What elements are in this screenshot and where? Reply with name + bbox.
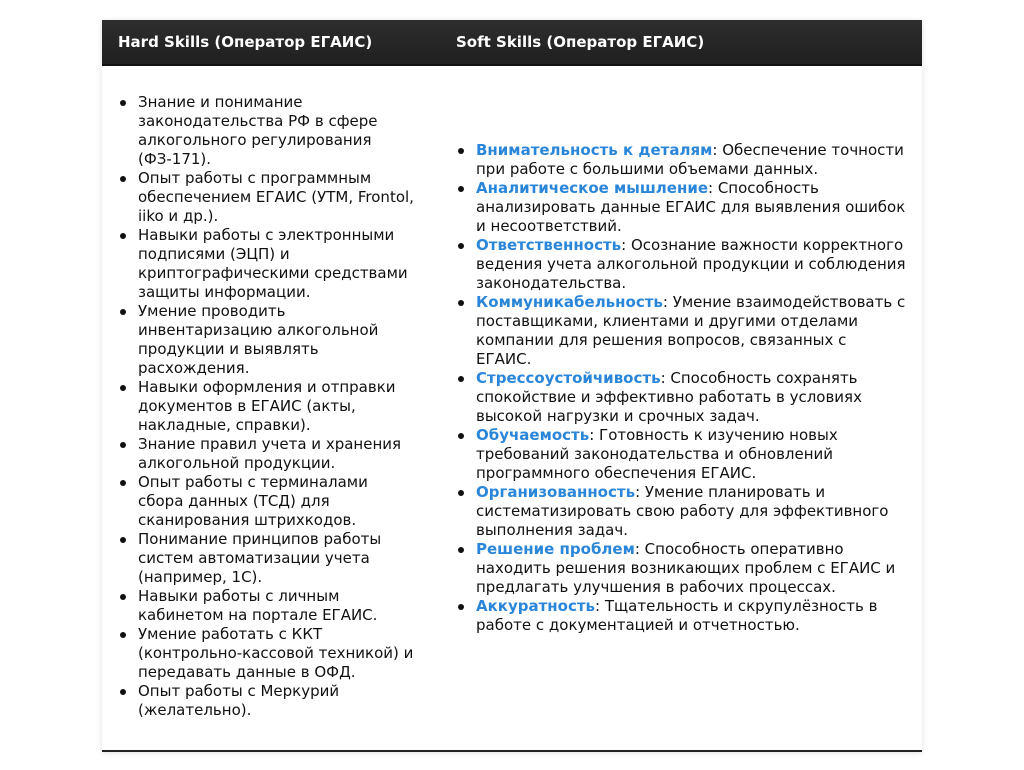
soft-skill-description: : Умение планировать и систематизировать свою работу для эффективного выполнения задач. bbox=[476, 483, 889, 539]
header-hard-skills: Hard Skills (Оператор ЕГАИС) bbox=[118, 33, 373, 51]
soft-skills-column bbox=[456, 141, 906, 635]
soft-skill-item bbox=[456, 483, 906, 540]
soft-skill-item bbox=[456, 179, 906, 236]
table-header bbox=[102, 20, 922, 66]
soft-skill-term: Аналитическое мышление bbox=[476, 179, 709, 197]
soft-skill-item bbox=[456, 293, 906, 369]
soft-skill-term: Решение проблем bbox=[476, 540, 635, 558]
header-soft-skills: Soft Skills (Оператор ЕГАИС) bbox=[456, 33, 705, 51]
soft-skill-term: Ответственность bbox=[476, 236, 622, 254]
hard-skill-item: Навыки работы с электронными подписями (ЭЦП) и криптографическими средствами защиты информации. bbox=[118, 226, 418, 302]
soft-skills-list bbox=[456, 141, 906, 635]
hard-skill-item: Опыт работы с терминалами сбора данных (ТСД) для сканирования штрихкодов. bbox=[118, 473, 418, 530]
soft-skill-item bbox=[456, 426, 906, 483]
soft-skill-description: : Способность анализировать данные ЕГАИС для выявления ошибок и несоответствий. bbox=[476, 179, 906, 235]
soft-skill-description: : Умение взаимодействовать с поставщиками, клиентами и другими отделами компании для решения вопросов, связанных с ЕГАИС. bbox=[476, 293, 906, 368]
soft-skill-term: Аккуратность bbox=[476, 597, 596, 615]
soft-skill-term: Внимательность к деталям bbox=[476, 141, 713, 159]
soft-skill-item bbox=[456, 369, 906, 426]
soft-skill-description: : Способность оперативно находить решения возникающих проблем с ЕГАИС и предлагать улучшения в рабочих процессах. bbox=[476, 540, 896, 596]
hard-skill-item: Понимание принципов работы систем автоматизации учета (например, 1С). bbox=[118, 530, 418, 587]
skills-table bbox=[102, 20, 922, 752]
soft-skill-description: : Способность сохранять спокойствие и эффективно работать в условиях высокой нагрузки и срочных задач. bbox=[476, 369, 862, 425]
hard-skill-item: Умение работать с ККТ (контрольно-кассовой техникой) и передавать данные в ОФД. bbox=[118, 625, 418, 682]
soft-skill-term: Стрессоустойчивость bbox=[476, 369, 661, 387]
soft-skill-description: : Готовность к изучению новых требований законодательства и обновлений программного обеспечения ЕГАИС. bbox=[476, 426, 838, 482]
soft-skill-term: Организованность bbox=[476, 483, 636, 501]
soft-skill-term: Обучаемость bbox=[476, 426, 590, 444]
hard-skill-item: Навыки оформления и отправки документов в ЕГАИС (акты, накладные, справки). bbox=[118, 378, 418, 435]
hard-skill-item: Умение проводить инвентаризацию алкогольной продукции и выявлять расхождения. bbox=[118, 302, 418, 378]
soft-skill-term: Коммуникабельность bbox=[476, 293, 663, 311]
soft-skill-description: : Тщательность и скрупулёзность в работе с документацией и отчетностью. bbox=[476, 597, 878, 634]
hard-skill-item: Опыт работы с программным обеспечением ЕГАИС (УТМ, Frontol, iiko и др.). bbox=[118, 169, 418, 226]
soft-skill-description: : Осознание важности корректного ведения учета алкогольной продукции и соблюдения законодательства. bbox=[476, 236, 906, 292]
hard-skill-item: Опыт работы с Меркурий (желательно). bbox=[118, 682, 418, 720]
hard-skills-column bbox=[118, 93, 418, 720]
soft-skill-item bbox=[456, 236, 906, 293]
soft-skill-item bbox=[456, 141, 906, 179]
soft-skill-item bbox=[456, 597, 906, 635]
hard-skill-item: Навыки работы с личным кабинетом на портале ЕГАИС. bbox=[118, 587, 418, 625]
hard-skill-item: Знание правил учета и хранения алкогольной продукции. bbox=[118, 435, 418, 473]
hard-skill-item: Знание и понимание законодательства РФ в сфере алкогольного регулирования (ФЗ-171). bbox=[118, 93, 418, 169]
soft-skill-item bbox=[456, 540, 906, 597]
soft-skill-description: : Обеспечение точности при работе с большими объемами данных. bbox=[476, 141, 904, 178]
hard-skills-list bbox=[118, 93, 418, 720]
